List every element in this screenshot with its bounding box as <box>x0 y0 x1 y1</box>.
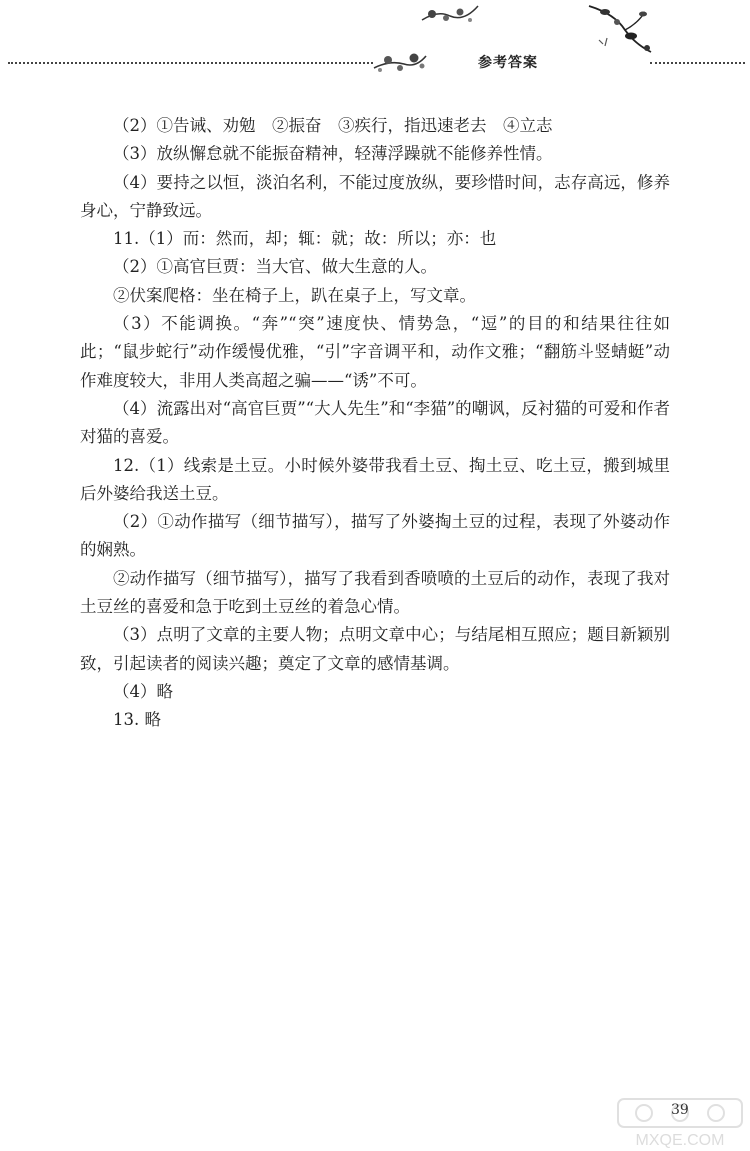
header-dotted-rule-left <box>8 62 373 64</box>
answer-paragraph: （2）①高官巨贾：当大官、做大生意的人。 <box>113 257 437 277</box>
header-title: 参考答案 <box>478 55 538 71</box>
blossom-branch-right-illustration <box>585 0 655 60</box>
answer-paragraph: （4）略 <box>113 681 173 701</box>
answer-paragraph: ②动作描写（细节描写），描写了我看到香喷喷的土豆后的动作，表现了我对土豆丝的喜爱和急于吃到土豆丝的着急心情。 <box>80 568 670 617</box>
answer-paragraph: 13. 略 <box>113 710 161 730</box>
answer-paragraph: 11.（1）而：然而，却；辄：就；故：所以；亦：也 <box>113 229 497 249</box>
blossom-branch-top-illustration <box>420 0 480 28</box>
answer-paragraph: （2）①告诫、劝勉 ②振奋 ③疾行，指迅速老去 ④立志 <box>113 116 553 135</box>
answer-content <box>80 112 670 735</box>
page-number: 39 <box>671 1102 689 1118</box>
answer-paragraph: （3）点明了文章的主要人物；点明文章中心；与结尾相互照应；题目新颖别致，引起读者的阅读兴趣；奠定了文章的感情基调。 <box>80 625 670 673</box>
answer-paragraph: ②伏案爬格：坐在椅子上，趴在桌子上，写文章。 <box>113 285 476 305</box>
answer-paragraph: 12.（1）线索是土豆。小时候外婆带我看土豆、掏土豆、吃土豆，搬到城里后外婆给我送土豆。 <box>80 455 670 503</box>
answer-paragraph: （3）放纵懈怠就不能振奋精神，轻薄浮躁就不能修养性情。 <box>113 144 553 164</box>
blossom-branch-left-illustration <box>370 38 430 78</box>
header-dotted-rule-right <box>650 62 745 64</box>
answer-paragraph: （4）流露出对“高官巨贾”“大人先生”和“李猫”的嘲讽，反衬猫的可爱和作者对猫的喜爱。 <box>80 398 670 447</box>
page-header <box>0 0 750 90</box>
answer-paragraph: （4）要持之以恒，淡泊名利，不能过度放纵，要珍惜时间，志存高远，修养身心，宁静致远。 <box>80 172 670 220</box>
watermark-text: MXQE.COM <box>635 1132 725 1149</box>
answer-paragraph: （3）不能调换。“奔”“突”速度快、情势急，“逗”的目的和结果往往如此；“鼠步蛇行”动作缓慢优雅，“引”字音调平和，动作文雅；“翻筋斗竖蜻蜓”动作难度较大，非用人类高超之骗——“诱”不可。 <box>80 314 670 390</box>
answer-paragraph: （2）①动作描写（细节描写），描写了外婆掏土豆的过程，表现了外婆动作的娴熟。 <box>80 512 670 560</box>
